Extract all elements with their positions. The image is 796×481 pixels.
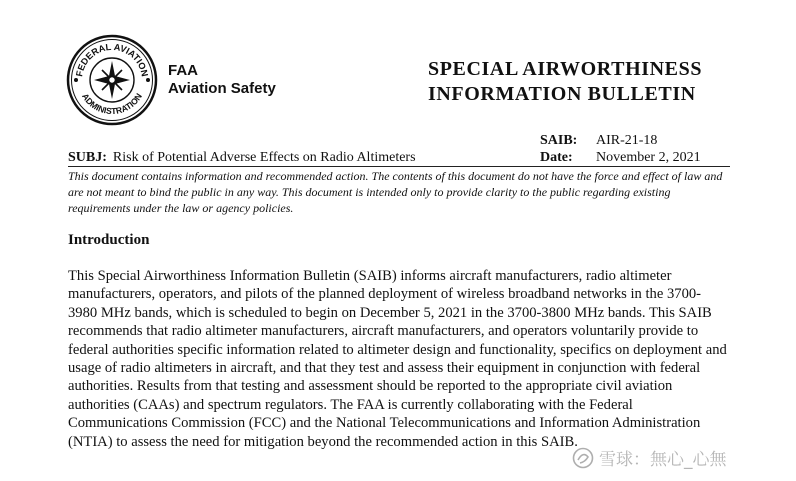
seal-top-text: FEDERAL AVIATION bbox=[74, 41, 150, 78]
faa-seal-logo bbox=[66, 34, 158, 126]
saib-value: AIR-21-18 bbox=[596, 133, 658, 148]
section-heading: Introduction bbox=[68, 232, 150, 248]
disclaimer-text: This document contains information and recommended action. The contents of this document do not have the force and effect of law and are not meant to bind the public in any way. This document is intended only to provide clarity to the public regarding existing requirements under the law or agency policies. bbox=[68, 169, 723, 215]
snowball-logo-icon bbox=[572, 447, 594, 469]
date-line bbox=[540, 150, 701, 166]
seal-bottom-text: ADMINISTRATION bbox=[80, 91, 144, 117]
saib-number bbox=[540, 133, 657, 149]
watermark-text: 雪球：無心_心無 bbox=[599, 450, 727, 470]
org-line-1: FAA bbox=[168, 62, 198, 79]
title-line-2: INFORMATION BULLETIN bbox=[428, 83, 696, 105]
saib-label: SAIB: bbox=[540, 133, 578, 148]
subject-value: Risk of Potential Adverse Effects on Radio Altimeters bbox=[112, 150, 416, 165]
intro-paragraph: This Special Airworthiness Information Bulletin (SAIB) informs aircraft manufacturers, radio altimeter manufacturers, operators, and pilots of the planned deployment of wireless broadband networks in the 3700-3980 MHz bands, which is scheduled to begin on December 5, 2021 in the 3700-3800 MHz bands. This SAIB recommends that radio altimeter manufacturers, aircraft manufacturers, and operators voluntarily provide to federal authorities specific information related to altimeter design and functionality, specifics on deployment and usage of radio altimeters in aircraft, and that they test and assess their equipment in conjunction with federal authorities. Results from that testing and assessment should be reported to the appropriate civil aviation authorities (CAAs) and spectrum regulators. The FAA is currently collaborating with the Federal Communications Commission (FCC) and the National Telecommunications and Information Administration (NTIA) to assess the need for mitigation beyond the recommended action in this SAIB. bbox=[68, 268, 727, 450]
header-divider bbox=[68, 166, 730, 167]
date-value: November 2, 2021 bbox=[596, 150, 701, 165]
date-label: Date: bbox=[540, 150, 573, 165]
document-title bbox=[428, 57, 702, 107]
org-name bbox=[168, 62, 276, 98]
subject-label: SUBJ: bbox=[68, 150, 107, 165]
title-line-1: SPECIAL AIRWORTHINESS bbox=[428, 58, 703, 80]
watermark bbox=[572, 445, 727, 470]
org-line-2: Aviation Safety bbox=[168, 80, 276, 97]
